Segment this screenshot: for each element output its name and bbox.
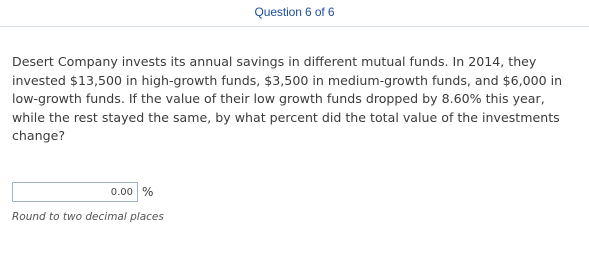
question-counter: Question 6 of 6 <box>254 5 335 19</box>
question-header <box>0 0 589 27</box>
rounding-hint: Round to two decimal places <box>12 211 164 223</box>
percent-unit-label: % <box>142 185 154 199</box>
answer-row <box>12 181 153 203</box>
question-text: Desert Company invests its annual savings in different mutual funds. In 2014, they invested $13,500 in high-growth funds, $3,500 in medium-growth funds, and $6,000 in low-growth funds. If the value of their low growth funds dropped by 8.60% this year, while the rest stayed the same, by what percent did the total value of the investments change? <box>12 54 563 143</box>
answer-input[interactable] <box>12 182 138 202</box>
